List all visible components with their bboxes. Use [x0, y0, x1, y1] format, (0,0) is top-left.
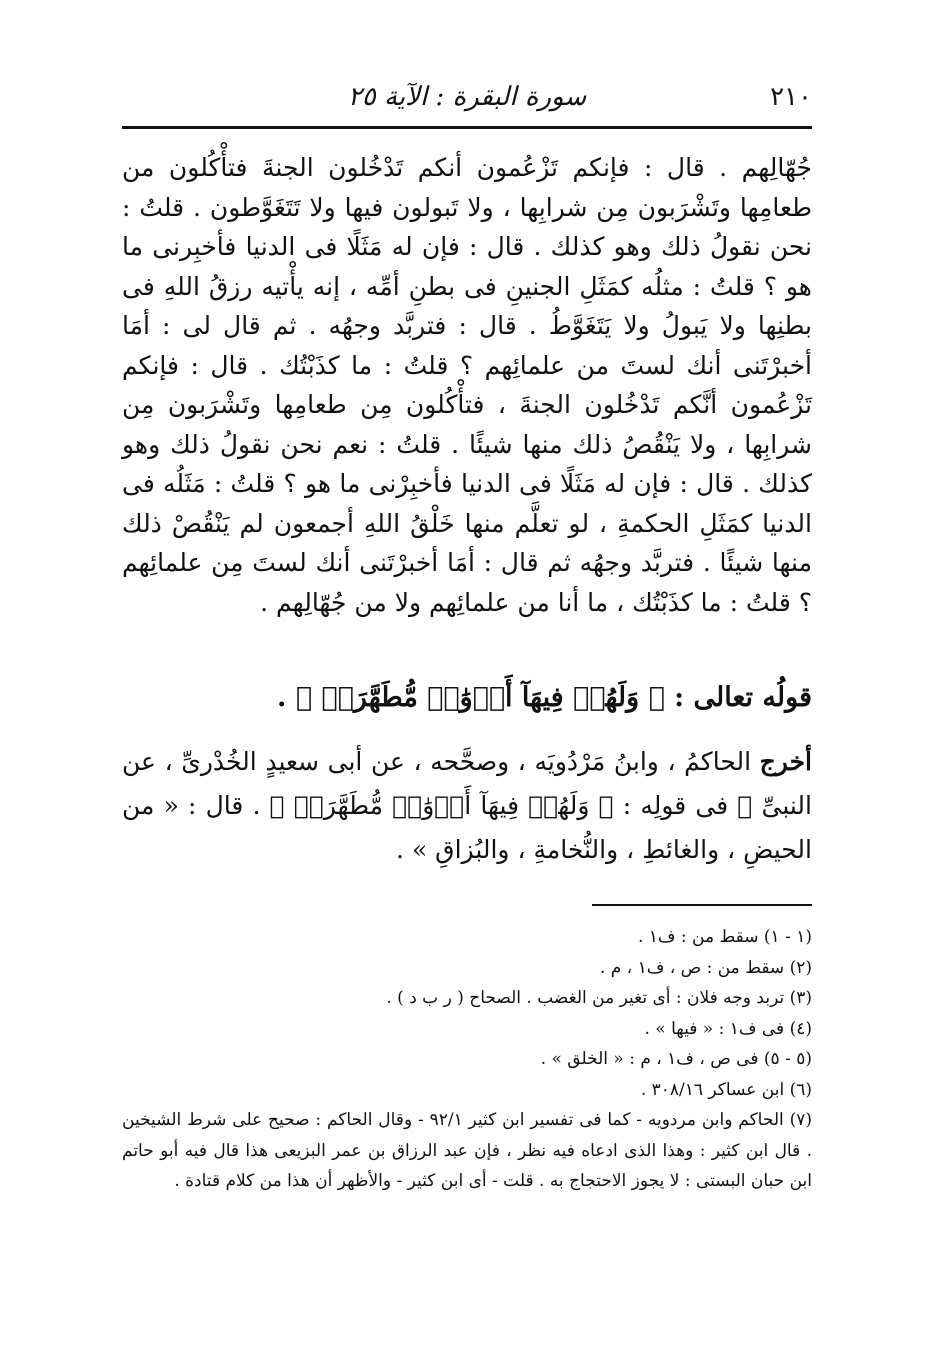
footnote-item: (٦) ابن عساكر ٣٠٨/١٦ .: [640, 1079, 812, 1100]
header-rule: [122, 126, 812, 129]
footnote-item: (٥ - ٥) فى ص ، ف١ ، م : « الخلق » .: [540, 1049, 812, 1069]
paragraph-2-lead: أخرج: [759, 747, 812, 776]
footnote-rule: [592, 904, 812, 906]
footnote-item: (٣) تربد وجه فلان : أى تغير من الغضب . الصحاح ( ر ب د ) .: [386, 988, 812, 1008]
paragraph-2-text: الحاكمُ ، وابنُ مَرْدُويَه ، وصحَّحه ، عن أبى سعيدٍ الخُدْرىِّ ، عن النبىِّ ﷺ فى قولِه : ﴿ وَلَهُمۡ فِيهَآ أَزۡوَٰجٞ مُّطَهَّرَةٞ ﴾ . قال : « من الحيضِ ، والغائطِ ، والنُّخامةِ ، والبُزاقِ » .: [122, 747, 812, 864]
footnote-item: (١ - ١) سقط من : ف١ .: [637, 927, 812, 947]
page-header: [122, 72, 812, 118]
main-text: [122, 148, 812, 622]
verse-heading: قولُه تعالى : ﴿ وَلَهُمۡ فِيهَآ أَزۡوَٰجٞ مُّطَهَّرَةٞ ﴾ .: [277, 682, 812, 713]
running-title: سورة البقرة : الآية ٢٥: [347, 82, 587, 112]
footnote-item: (٢) سقط من : ص ، ف١ ، م .: [599, 957, 812, 978]
paragraph-1: جُهّالِهم . قال : فإنكم تَزْعُمون أنكم تَدْخُلون الجنةَ فتأْكُلون من طعامِها وتَشْرَبون مِن شرابِها ، ولا تَبولون فيها ولا تَتَغَوَّطون . قلتُ : نحن نقولُ ذلك وهو كذلك . قال : فإن له مَثَلًا فى الدنيا فأخبِرنى ما هو ؟ قلتُ : مثلُه كمَثَلِ الجنينِ فى بطنِ أمِّه ، إنه يأْتيه رزقُ اللهِ فى بطنِها ولا يَبولُ ولا يَتَغَوَّطُ . قال : فتربَّد وجهُه . ثم قال لى : أمَا أخبرْتَنى أنك لستَ من علمائِهم ؟ قلتُ : ما كذَبْتُك . قال : فإنكم تَزْعُمون أنَّكم تَدْخُلون الجنةَ ، فتأْكُلون مِن طعامِها وتَشْرَبون مِن شرابِها ، ولا يَنْقُصُ ذلك منها شيئًا . قلتُ : نعم نحن نقولُ ذلك وهو كذلك . قال : فإن له مَثَلًا فى الدنيا فأخبِرْنى ما هو ؟ قلتُ : مَثَلُه فى الدنيا كمَثَلِ الحكمةِ ، لو تعلَّم منها خَلْقُ اللهِ أجمعون لم يَنْقُصْ ذلك منها شيئًا . فتربَّد وجهُه ثم قال : أمَا أخبرْتَنى أنك لستَ مِن علمائِهم ؟ قلتُ : ما كذَبْتُك ، ما أنا من علمائِهم ولا من جُهّالِهم .: [122, 153, 812, 617]
footnote-item: (٧) الحاكم وابن مردويه - كما فى تفسير ابن كثير ٩٢/١ - وقال الحاكم : صحيح على شرط الشيخين . قال ابن كثير : وهذا الذى ادعاه فيه نظر ، فإن عبد الرزاق بن عمر البزيعى هذا قال فيه أبو حاتم ابن حبان البستى : لا يجوز الاحتجاج به . قلت - أى ابن كثير - والأظهر أن هذا من كلام قتادة .: [122, 1110, 812, 1191]
paragraph-2: [122, 740, 812, 872]
page-number: ٢١٠: [770, 82, 812, 112]
footnotes: [122, 922, 812, 1197]
footnote-item: (٤) فى ف١ : « فيها » .: [644, 1018, 812, 1039]
